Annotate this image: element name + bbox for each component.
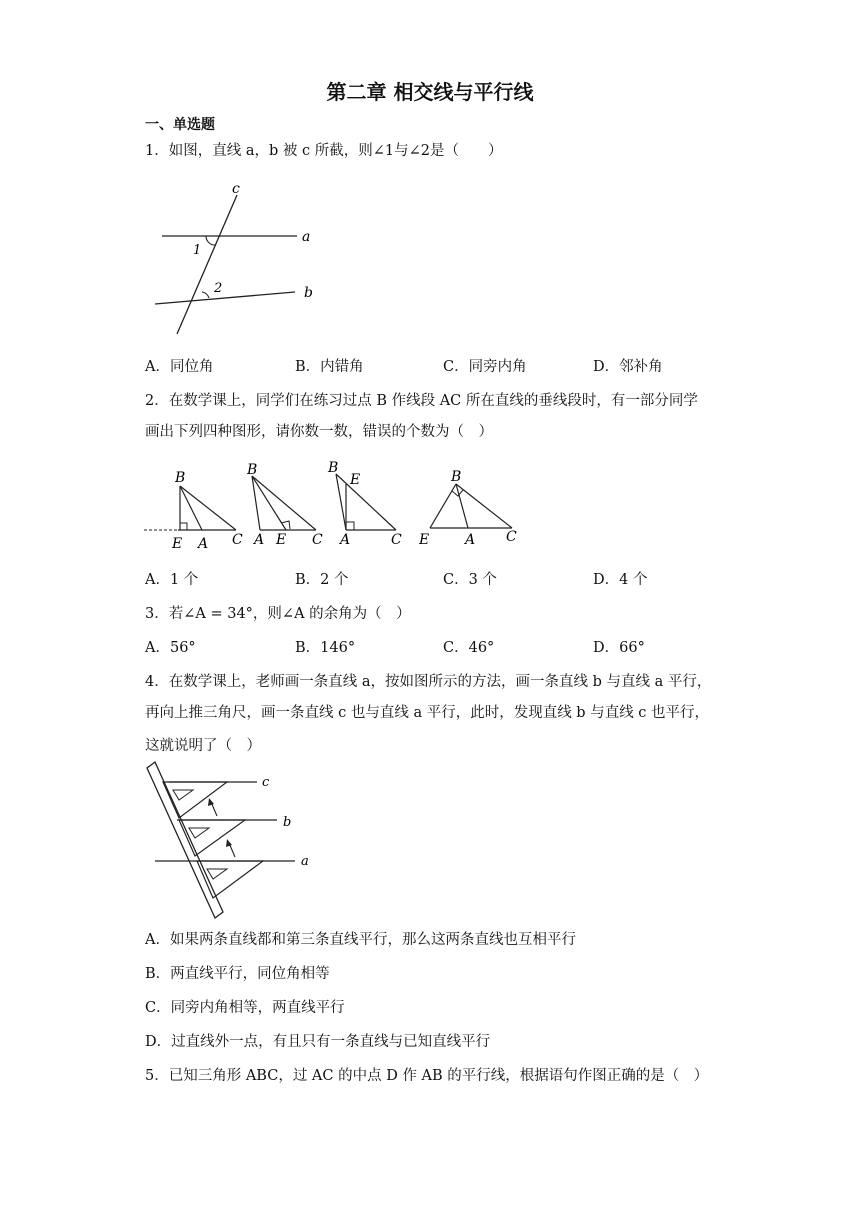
label-angle-1: 1: [193, 243, 202, 258]
svg-text:A: A: [198, 536, 209, 552]
svg-text:A: A: [465, 532, 476, 548]
label-a: a: [302, 229, 311, 245]
label-angle-2: 2: [214, 281, 223, 296]
q2-option-b[interactable]: B．2 个: [295, 572, 349, 588]
svg-text:C: C: [391, 532, 402, 548]
q1-option-a[interactable]: A．同位角: [145, 359, 214, 375]
section-heading: 一、单选题: [145, 117, 215, 133]
q3-option-d[interactable]: D．66°: [593, 640, 645, 656]
q3-option-b[interactable]: B．146°: [295, 640, 356, 656]
question-5-text: 5．已知三角形 ABC，过 AC 的中点 D 作 AB 的平行线，根据语句作图正确的是（ ）: [145, 1068, 709, 1084]
q2-figures: [140, 456, 540, 552]
q4-option-a[interactable]: A．如果两条直线都和第三条直线平行，那么这两条直线也互相平行: [145, 932, 576, 948]
q2-option-c[interactable]: C．3 个: [443, 572, 497, 588]
svg-text:E: E: [276, 532, 287, 548]
svg-text:E: E: [419, 532, 430, 548]
svg-text:B: B: [175, 470, 186, 486]
q4-option-d[interactable]: D．过直线外一点，有且只有一条直线与已知直线平行: [145, 1034, 491, 1050]
question-2-line-2: 画出下列四种图形，请你数一数，错误的个数为（ ）: [145, 424, 493, 440]
q2-options: [145, 568, 715, 590]
line-c: [177, 195, 237, 334]
q2-option-a[interactable]: A．1 个: [145, 572, 199, 588]
question-4-line-1: 4．在数学课上，老师画一条直线 a，按如图所示的方法，画一条直线 b 与直线 a 平行，: [145, 674, 712, 690]
svg-text:C: C: [506, 529, 517, 545]
q3-option-a[interactable]: A．56°: [145, 640, 196, 656]
q1-figure: [150, 182, 330, 342]
question-3-text: 3．若∠A = 34°，则∠A 的余角为（ ）: [145, 606, 411, 622]
svg-text:A: A: [340, 532, 351, 548]
label-a: a: [301, 854, 309, 869]
q3-option-c[interactable]: C．46°: [443, 640, 495, 656]
svg-text:B: B: [451, 469, 462, 485]
svg-text:E: E: [172, 536, 183, 552]
q4-option-b[interactable]: B．两直线平行，同位角相等: [145, 966, 330, 982]
q1-option-b[interactable]: B．内错角: [295, 359, 364, 375]
q4-option-c[interactable]: C．同旁内角相等，两直线平行: [145, 1000, 345, 1016]
label-b: b: [283, 815, 292, 830]
question-1-text: 1．如图，直线 a，b 被 c 所截，则∠1与∠2是（ ）: [145, 143, 503, 159]
q2-figure-4: [418, 469, 517, 548]
label-c: c: [262, 775, 270, 790]
label-c: c: [232, 182, 240, 197]
q4-figure: [145, 760, 325, 922]
label-b: b: [304, 285, 313, 301]
angle-2-arc: [202, 292, 209, 298]
q2-figure-2: [246, 462, 323, 548]
q3-options: [145, 636, 715, 658]
q1-option-c[interactable]: C．同旁内角: [443, 359, 527, 375]
q1-options: [145, 355, 715, 377]
svg-text:A: A: [254, 532, 265, 548]
question-2-line-1: 2．在数学课上，同学们在练习过点 B 作线段 AC 所在直线的垂线段时，有一部分同学: [145, 393, 698, 409]
svg-text:C: C: [312, 532, 323, 548]
svg-text:B: B: [328, 460, 339, 476]
q2-figure-3: [327, 460, 402, 548]
angle-1-arc: [206, 236, 216, 245]
svg-text:B: B: [247, 462, 258, 478]
svg-text:C: C: [232, 532, 243, 548]
q1-option-d[interactable]: D．邻补角: [593, 359, 663, 375]
svg-text:E: E: [350, 472, 361, 488]
chapter-title: 第二章 相交线与平行线: [326, 80, 534, 104]
q2-figure-1: [144, 470, 243, 552]
q2-option-d[interactable]: D．4 个: [593, 572, 648, 588]
line-b: [155, 292, 295, 304]
question-4-line-2: 再向上推三角尺，画一条直线 c 也与直线 a 平行，此时，发现直线 b 与直线 c 也平行，: [145, 705, 710, 721]
question-4-line-3: 这就说明了（ ）: [145, 738, 261, 754]
